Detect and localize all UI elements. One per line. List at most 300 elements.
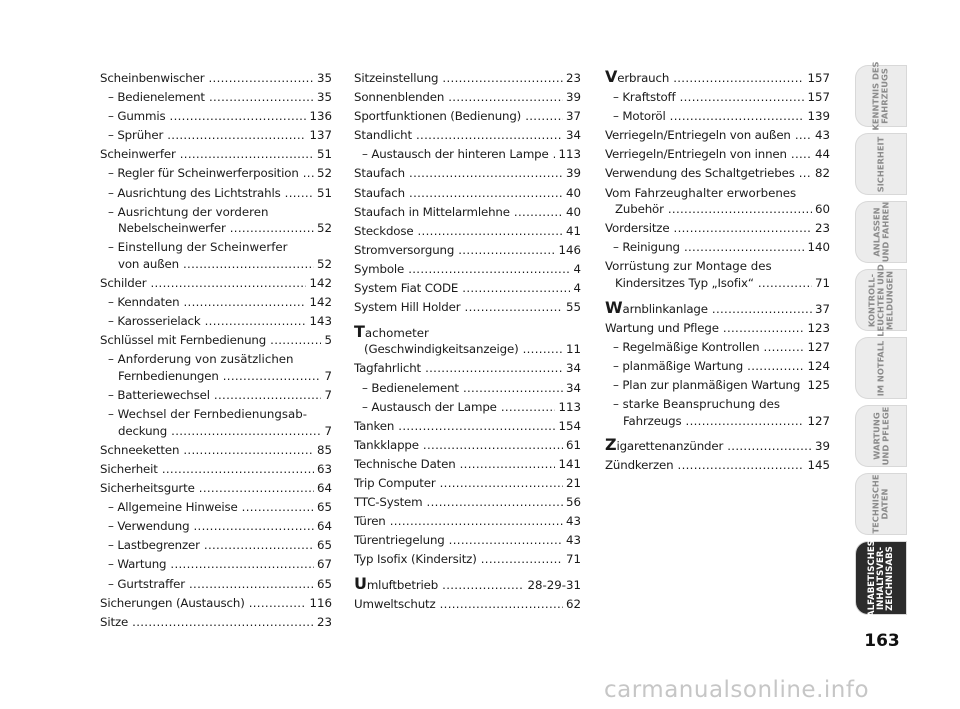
entry-page: 34 [565,380,581,395]
entry-page: 7 [324,423,332,438]
index-entry[interactable] [100,185,332,202]
index-entry[interactable] [605,358,830,375]
entry-continuation [108,220,332,237]
section-tab[interactable] [856,202,906,262]
entry-page: 146 [558,242,581,257]
tab-label-line: KONTROLL- [866,273,877,327]
entry-page: 56 [565,495,581,510]
entry-text: – Reinigung [613,240,680,255]
index-entry[interactable] [605,146,830,163]
index-entry[interactable] [100,89,332,106]
entry-title [354,360,563,377]
index-entry[interactable] [605,457,830,474]
section-tab-label [868,540,895,617]
index-entry[interactable] [100,518,332,535]
entry-page: 137 [309,128,332,143]
entry-title [605,70,804,87]
entry-page: 157 [807,71,830,85]
entry-text: Umweltschutz [354,597,436,612]
index-entry[interactable] [100,127,332,144]
entry-page: 7 [324,369,332,383]
entry-text: Sitzeinstellung [354,71,439,85]
entry-text: Staufach [354,166,405,181]
entry-page: 4 [573,281,581,296]
entry-title [108,165,314,182]
index-entry[interactable] [100,332,332,349]
section-tab-label [877,340,886,396]
entry-text: – Ausrichtung der vorderen [108,204,269,219]
tab-label-line: UND FAHREN [880,201,891,263]
index-entry[interactable] [354,399,581,416]
entry-title [100,442,314,459]
section-tab[interactable] [856,263,906,337]
index-entry[interactable] [605,165,830,182]
index-entry[interactable] [100,387,332,404]
entry-page: 37 [814,301,830,316]
entry-text: Stromversorgung [354,242,455,257]
section-tab[interactable] [856,406,906,466]
entry-text: – Verwendung [108,519,190,534]
index-entry[interactable] [605,108,830,125]
entry-text: – Karosserielack [108,314,201,329]
section-tabs [856,61,912,622]
entry-page: 51 [316,147,332,162]
index-entry[interactable] [354,380,581,397]
index-entry[interactable] [354,165,581,182]
entry-text: – Sprüher [108,128,164,143]
tab-label-line: INHALTSVER- [875,546,886,610]
index-entry[interactable] [605,89,830,106]
entry-page: 143 [309,314,332,329]
entry-text: – Gurtstraffer [108,576,185,591]
entry-text: Vom Fahrzeughalter erworbenes [605,185,797,200]
entry-page: 61 [565,437,581,452]
entry-page: 113 [558,399,581,414]
entry-page: 23 [565,71,581,85]
entry-title [108,313,306,330]
tab-label-line: MELDUNGEN [884,270,895,330]
entry-title [362,380,563,397]
entry-title [108,294,306,311]
entry-text: – Wartung [108,557,167,572]
index-entry[interactable] [100,537,332,554]
section-tab[interactable] [856,474,906,534]
entry-text: Zündkerzen [605,458,674,473]
entry-page: 23 [814,221,830,236]
index-entry[interactable] [605,438,830,455]
entry-title [354,456,555,473]
index-entry[interactable] [605,127,830,144]
index-entry[interactable] [100,239,332,272]
entry-title [354,223,563,240]
index-entry[interactable] [100,146,332,163]
entry-page: 35 [316,71,332,85]
index-entry[interactable] [354,185,581,202]
entry-text: Scheinwerfer [100,147,176,162]
index-entry[interactable] [354,494,581,511]
entry-page: 41 [565,223,581,238]
section-tab-label [877,136,886,192]
entry-title [354,321,581,342]
entry-title [605,146,812,163]
entry-text: Sportfunktionen (Bedienung) [354,109,522,124]
index-entry[interactable] [100,499,332,516]
index-entry[interactable] [605,301,830,318]
entry-text-cont: deckung ..... [118,423,321,440]
index-column-2 [354,70,581,615]
section-letter: T [354,321,365,341]
entry-title [108,499,314,516]
entry-text: Typ Isofix (Kindersitz) [354,552,477,567]
entry-page: 157 [807,90,830,105]
entry-text-cont: von außen ..... [118,256,314,273]
entry-title [354,475,563,492]
index-entry[interactable] [354,127,581,144]
entry-title [362,399,555,416]
entry-page: 43 [565,514,581,529]
entry-text: – Allgemeine Hinweise [108,500,238,515]
index-entry[interactable] [100,70,332,87]
entry-title [605,127,812,144]
index-entry[interactable] [100,351,332,384]
entry-text: Sonnenblenden [354,90,445,105]
index-entry[interactable] [100,556,332,573]
entry-page: 35 [316,90,332,105]
entry-page: 39 [565,90,581,105]
index-entry[interactable] [354,437,581,454]
section-tab-label [872,61,890,130]
index-entry[interactable] [354,261,581,278]
entry-text-cont: Nebelscheinwerfer ..... [118,220,314,237]
entry-text: – Austausch der hinteren Lampe [362,147,549,162]
entry-text: – Austausch der Lampe [362,399,497,414]
index-entry[interactable] [354,299,581,316]
entry-page: 43 [565,533,581,548]
tab-label-line: IM NOTFALL [875,340,886,396]
index-entry[interactable] [354,513,581,530]
index-entry[interactable] [354,146,581,163]
entry-page: 11 [565,342,581,357]
section-tab[interactable] [856,134,906,194]
entry-page: 52 [316,166,332,181]
index-entry[interactable] [354,456,581,473]
entry-page: 139 [807,109,830,124]
entry-page: 71 [814,276,830,291]
entry-title [108,537,314,554]
entry-text: Verriegeln/Entriegeln von innen [605,147,787,162]
entry-text: – Regelmäßige Kontrollen [613,339,760,354]
entry-title [354,108,563,125]
index-entry[interactable] [100,204,332,237]
entry-text: – Bedienelement [108,90,205,105]
entry-title [108,239,332,256]
entry-title [605,301,812,318]
entry-title [354,242,555,259]
entry-text: Schilder [100,276,147,291]
entry-page: 21 [565,475,581,490]
index-entry[interactable] [100,576,332,593]
entry-text: Scheinbenwischer [100,71,205,85]
entry-page: 141 [558,456,581,471]
entry-text: Sitze [100,614,129,629]
entry-title [354,577,524,594]
entry-title [605,165,812,182]
index-entry[interactable] [354,108,581,125]
entry-page: 136 [309,109,332,124]
entry-title [354,185,563,202]
entry-page: 113 [558,147,581,162]
tab-label-line: SICHERHEIT [875,136,886,192]
index-entry[interactable] [605,396,830,429]
entry-title [108,406,332,423]
index-entry[interactable] [100,461,332,478]
entry-page: 23 [316,614,332,629]
entry-text: – Wechsel der Fernbedienungsab- [108,407,307,422]
index-entry[interactable] [354,242,581,259]
entry-text: TTC-System [354,495,423,510]
section-letter: W [605,300,623,317]
index-entry[interactable] [354,321,581,358]
index-entry[interactable] [605,320,830,337]
entry-title [354,127,563,144]
entry-text: Wartung und Pflege [605,320,719,335]
index-entry[interactable] [605,70,830,87]
index-entry[interactable] [354,596,581,613]
entry-page: 85 [316,442,332,457]
entry-title [354,89,563,106]
watermark: carmanualsonline.info [604,677,870,703]
entry-page: 154 [558,418,581,433]
entry-text: – Lastbegrenzer [108,538,200,553]
section-letter: Z [605,438,617,455]
entry-title [108,518,314,535]
entry-text-cont: Kindersitzes Typ „Isofix“ ..... [615,275,812,292]
entry-page: 125 [807,378,830,392]
entry-title [613,89,804,106]
entry-text: – Batteriewechsel [108,388,210,403]
index-entry[interactable] [100,442,332,459]
entry-page: 62 [565,597,581,612]
entry-text: Vordersitze [605,221,670,236]
entry-title [605,320,804,337]
entry-title [354,299,563,316]
entry-title [100,595,306,612]
entry-title [354,165,563,182]
entry-title [605,185,830,202]
index-entry[interactable] [354,89,581,106]
entry-title [605,258,830,275]
entry-page: 142 [309,276,332,291]
index-entry[interactable] [605,239,830,256]
entry-text: Schlüssel mit Fernbedienung [100,333,267,348]
entry-title [354,437,563,454]
index-entry[interactable] [100,108,332,125]
entry-page: 127 [807,339,830,354]
entry-title [100,332,321,349]
entry-text: arnblinkanlage [622,301,708,316]
entry-text: Standlicht [354,128,412,143]
index-column-3 [605,70,830,476]
index-column-1 [100,70,332,633]
section-tab[interactable] [856,338,906,398]
tab-label-line: ALFABETISCHES [866,539,877,617]
index-entry[interactable] [100,294,332,311]
index-entry[interactable] [100,480,332,497]
entry-title [100,146,314,163]
entry-title [100,461,314,478]
entry-text: mluftbetrieb [366,577,439,592]
entry-text: – Einstellung der Scheinwerfer [108,240,288,255]
section-letter: U [354,576,367,593]
entry-title [613,377,804,394]
entry-page: 44 [814,147,830,162]
entry-page: 43 [814,128,830,143]
entry-text: igarettenanzünder [616,439,724,454]
entry-title [108,89,314,106]
entry-page: 127 [807,413,830,428]
index-entry[interactable] [605,220,830,237]
entry-page: 39 [565,166,581,181]
index-entry[interactable] [100,595,332,612]
entry-page: 28-29-31 [527,577,581,592]
entry-page: 67 [316,557,332,572]
index-entry[interactable] [354,280,581,297]
entry-title [605,220,812,237]
section-tab-label [872,202,890,263]
entry-title [613,108,804,125]
index-entry[interactable] [354,532,581,549]
entry-title [354,596,563,613]
entry-continuation [354,341,581,358]
entry-text: – Anforderung von zusätzlichen [108,352,294,367]
section-tab-label [868,264,895,336]
entry-text: Türen [354,514,386,529]
index-entry[interactable] [354,360,581,377]
tab-label-line: DATEN [880,488,891,520]
entry-text: Türentriegelung [354,533,445,548]
entry-page: 39 [814,439,830,454]
index-entry[interactable] [605,377,830,394]
entry-text: Verwendung des Schaltgetriebes [605,166,795,181]
entry-text: Sicherheitsgurte [100,481,195,496]
index-entry[interactable] [605,185,830,218]
entry-text: Technische Daten [354,456,456,471]
entry-continuation [108,368,332,385]
index-entry[interactable] [100,165,332,182]
index-entry[interactable] [354,204,581,221]
entry-page: 65 [316,500,332,515]
index-entry[interactable] [100,275,332,292]
entry-text-cont: Zubehör ..... [615,201,812,218]
entry-page: 65 [316,538,332,553]
index-entry[interactable] [605,339,830,356]
index-entry[interactable] [354,223,581,240]
entry-text: – Regler für Scheinwerferposition [108,166,299,181]
index-entry[interactable] [100,313,332,330]
entry-title [354,532,563,549]
entry-text: achometer [364,325,429,340]
entry-title [108,108,306,125]
entry-title [100,480,314,497]
entry-text: – Kraftstoff [613,90,676,105]
entry-page: 63 [316,461,332,476]
entry-text: – Motoröl [613,109,666,124]
entry-page: 52 [316,256,332,271]
tab-label-line: LEUCHTEN UND [875,263,886,337]
entry-page: 124 [807,358,830,373]
entry-text: Tagfahrlicht [354,361,422,376]
entry-page: 71 [565,552,581,567]
entry-title [613,239,804,256]
entry-continuation [605,201,830,218]
index-entry[interactable] [354,551,581,568]
entry-text: Vorrüstung zur Montage des [605,259,772,274]
section-tab[interactable] [856,61,906,131]
entry-title [613,396,830,413]
index-entry[interactable] [605,258,830,291]
entry-text: erbrauch [617,71,670,85]
entry-page: 116 [309,595,332,610]
entry-title [605,438,812,455]
entry-text-cont: Fahrzeugs ..... [623,413,804,430]
entry-title [354,261,570,278]
section-tab[interactable] [856,539,906,617]
entry-text: – Ausrichtung des Lichtstrahls [108,185,281,200]
entry-title [108,576,314,593]
entry-text: System Hill Holder [354,300,461,315]
entry-page: 145 [807,458,830,473]
entry-title [354,551,563,568]
entry-title [100,70,314,87]
tab-label-line: ZEICHNISABS [884,545,895,611]
entry-text: – planmäßige Wartung [613,358,744,373]
entry-page: 34 [565,361,581,376]
tab-label-line: TECHNISCHE [871,474,882,534]
entry-text: Sicherheit [100,461,158,476]
entry-title [605,457,804,474]
entry-text: Verriegeln/Entriegeln von außen [605,128,791,143]
entry-page: 142 [309,295,332,310]
entry-text: Tanken [354,418,395,433]
entry-continuation [613,413,830,430]
entry-title [100,275,306,292]
entry-text: System Fiat CODE [354,281,459,296]
entry-text: Staufach [354,185,405,200]
entry-page: 55 [565,300,581,315]
index-entry[interactable] [354,70,581,87]
index-entry[interactable] [354,475,581,492]
tab-label-line: WARTUNG [871,412,882,460]
entry-text: Schneeketten [100,442,180,457]
entry-page: 65 [316,576,332,591]
entry-title [354,280,570,297]
page-number: 163 [864,631,900,651]
entry-continuation [605,275,830,292]
entry-text: Steckdose [354,223,414,238]
entry-title [108,127,306,144]
index-entry[interactable] [100,406,332,439]
index-entry[interactable] [354,418,581,435]
tab-label-line: KENNTNIS DES [871,61,882,131]
entry-title [100,614,314,631]
entry-title [108,556,314,573]
index-entry[interactable] [100,614,332,631]
entry-page: 123 [807,320,830,335]
entry-page: 40 [565,185,581,200]
index-entry[interactable] [354,577,581,594]
entry-text: – Plan zur planmäßigen Wartung [613,378,801,392]
entry-title [354,513,563,530]
